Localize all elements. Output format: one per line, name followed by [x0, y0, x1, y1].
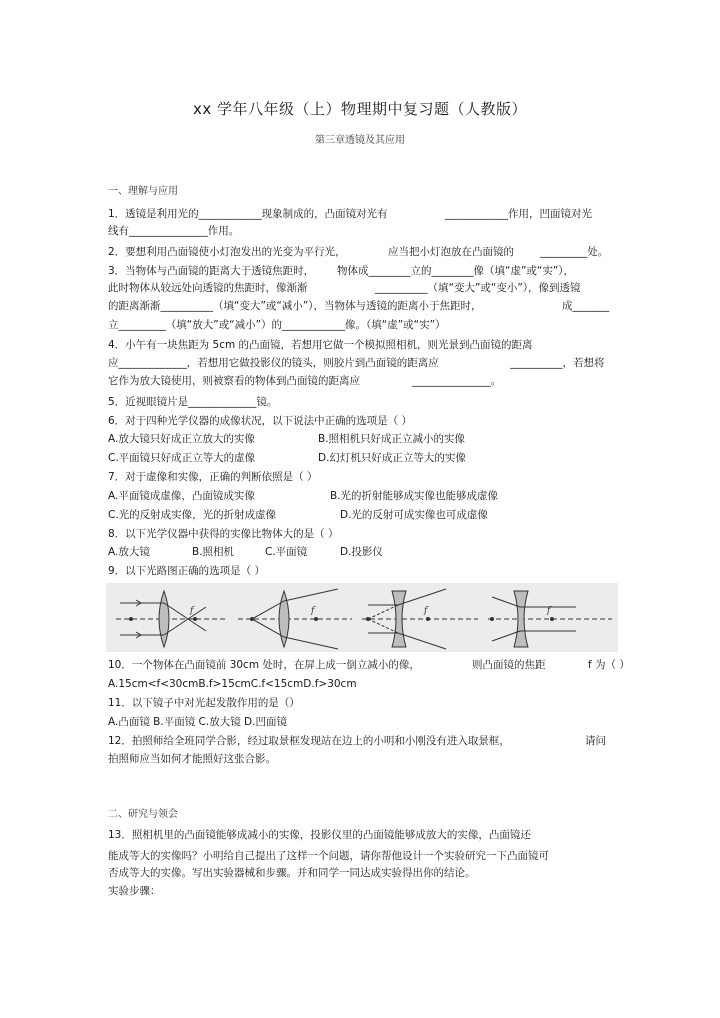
- question-13-line-3: 否成等大的实像。写出实验器械和步骤。并和同学一同达成实验得出你的结论。: [108, 867, 476, 879]
- question-3-line-4: 立_________（填“放大”或“减小”）的____________像。（填“虚”或“实”）: [108, 319, 446, 331]
- focal-label-a: f: [190, 606, 194, 616]
- question-3-line-1: 3．当物体与凸面镜的距离大于透镜焦距时，: [108, 265, 315, 277]
- question-3-line-2-end: __________（填“变大”或“变小”），像到透镜: [375, 282, 581, 294]
- question-8-option-a: A.放大镜: [108, 546, 150, 558]
- question-8: 8．以下光学仪器中获得的实像比物体大的是（ ）: [108, 528, 339, 540]
- section-heading-2: 二、研究与领会: [108, 809, 178, 820]
- question-9: 9．以下光路图正确的选项是（ ）: [108, 565, 266, 577]
- question-1-line-1: 1．透镜是利用光的____________现象制成的，凸面镜对光有: [108, 208, 388, 220]
- question-7: 7．对于虚像和实像，正确的判断依照是（ ）: [108, 471, 318, 483]
- question-7-option-c: C.光的反射成实像，光的折射成虚像: [108, 509, 277, 521]
- question-6-option-a: A.放大镜只好成正立放大的实像: [108, 433, 255, 445]
- question-11-options: A.凸面镜 B.平面镜 C.放大镜 D.凹面镜: [108, 716, 287, 728]
- question-10-line-1-end: f 为（ ）: [588, 659, 630, 671]
- question-13-line-1: 13．照相机里的凸面镜能够成减小的实像，投影仪里的凸面镜能够成放大的实像，凸面镜还: [108, 829, 531, 841]
- question-2-line-1-mid: 应当把小灯泡放在凸面镜的: [388, 246, 514, 258]
- figure-background: [106, 583, 618, 652]
- question-13-line-2: 能成等大的实像吗？小明给自己提出了这样一个问题，请你帮他设计一个实验研究一下凸面镜可: [108, 850, 549, 862]
- focal-label-d: f: [547, 606, 551, 616]
- question-12-line-1: 12．拍照师给全班同学合影，经过取景框发现站在边上的小明和小刚没有进入取景框，: [108, 735, 510, 747]
- question-2-line-1-end: _________处。: [540, 246, 609, 258]
- question-6: 6．对于四种光学仪器的成像状况，以下说法中正确的选项是（ ）: [108, 415, 413, 427]
- chapter-subtitle: 第三章透镜及其应用: [315, 135, 405, 146]
- question-6-option-d: D.幻灯机只好成正立等大的实像: [318, 452, 466, 464]
- question-3-line-1-end: 物体成________立的________像（填“虚”或“实”），: [337, 265, 575, 277]
- question-3-line-2: 此时物体从较远处向透镜的焦距时，像渐渐: [108, 282, 308, 294]
- question-4-line-3-end: _______________。: [412, 375, 502, 387]
- section-heading-1: 一、理解与应用: [108, 186, 178, 197]
- question-4-line-2-end: __________，若想将: [510, 357, 605, 369]
- question-8-option-b: B.照相机: [192, 546, 235, 558]
- focal-label-c: f: [424, 606, 428, 616]
- question-7-option-a: A.平面镜成虚像，凸面镜成实像: [108, 490, 255, 502]
- question-12-line-1-end: 请问: [585, 735, 606, 747]
- question-10-line-1-mid: 则凸面镜的焦距: [472, 659, 546, 671]
- ray-diagram-strip: [106, 583, 618, 652]
- question-7-option-b: B.光的折射能够成实像也能够成虚像: [330, 490, 499, 502]
- question-6-option-c: C.平面镜只好成正立等大的虚像: [108, 452, 256, 464]
- page-title: xx 学年八年级（上）物理期中复习题（人教版）: [192, 100, 528, 118]
- question-3-line-3-end: 成_______: [562, 300, 610, 312]
- question-10-line-1: 10．一个物体在凸面镜前 30cm 处时，在屏上成一倒立减小的像，: [108, 659, 420, 671]
- question-13-steps-label: 实验步骤：: [108, 885, 161, 897]
- question-12-line-2: 拍照师应当如何才能照好这张合影。: [108, 753, 276, 765]
- question-1-line-1-end: ____________作用，凹面镜对光: [445, 208, 592, 220]
- question-5: 5．近视眼镜片是_____________镜。: [108, 396, 278, 408]
- question-4-line-2: 应_____________，若想用它做投影仪的镜头，则胶片到凸面镜的距离应: [108, 357, 439, 369]
- question-3-line-3: 的距离渐渐__________（填“变大”或“减小”），当物体与透镜的距离小于焦距时，: [108, 300, 482, 312]
- question-6-option-b: B.照相机只好成正立减小的实像: [318, 433, 466, 445]
- question-2-line-1: 2．要想利用凸面镜使小灯泡发出的光变为平行光，: [108, 246, 346, 258]
- question-10-options: A.15cm<f<30cmB.f>15cmC.f<15cmD.f>30cm: [108, 678, 357, 690]
- question-11: 11．以下镜子中对光起发散作用的是（）: [108, 697, 300, 709]
- focal-label-b: f: [311, 606, 315, 616]
- question-1-line-2: 线有_______________作用。: [108, 225, 240, 237]
- question-7-option-d: D.光的反射可成实像也可成虚像: [340, 509, 488, 521]
- question-4-line-1: 4．小午有一块焦距为 5cm 的凸面镜，若想用它做一个模拟照相机，则光景到凸面镜的距离: [108, 339, 533, 351]
- question-4-line-3: 它作为放大镜使用，则被察看的物体到凸面镜的距离应: [108, 375, 360, 387]
- question-8-option-d: D.投影仪: [340, 546, 383, 558]
- light-path-figure: [106, 583, 618, 652]
- question-8-option-c: C.平面镜: [265, 546, 308, 558]
